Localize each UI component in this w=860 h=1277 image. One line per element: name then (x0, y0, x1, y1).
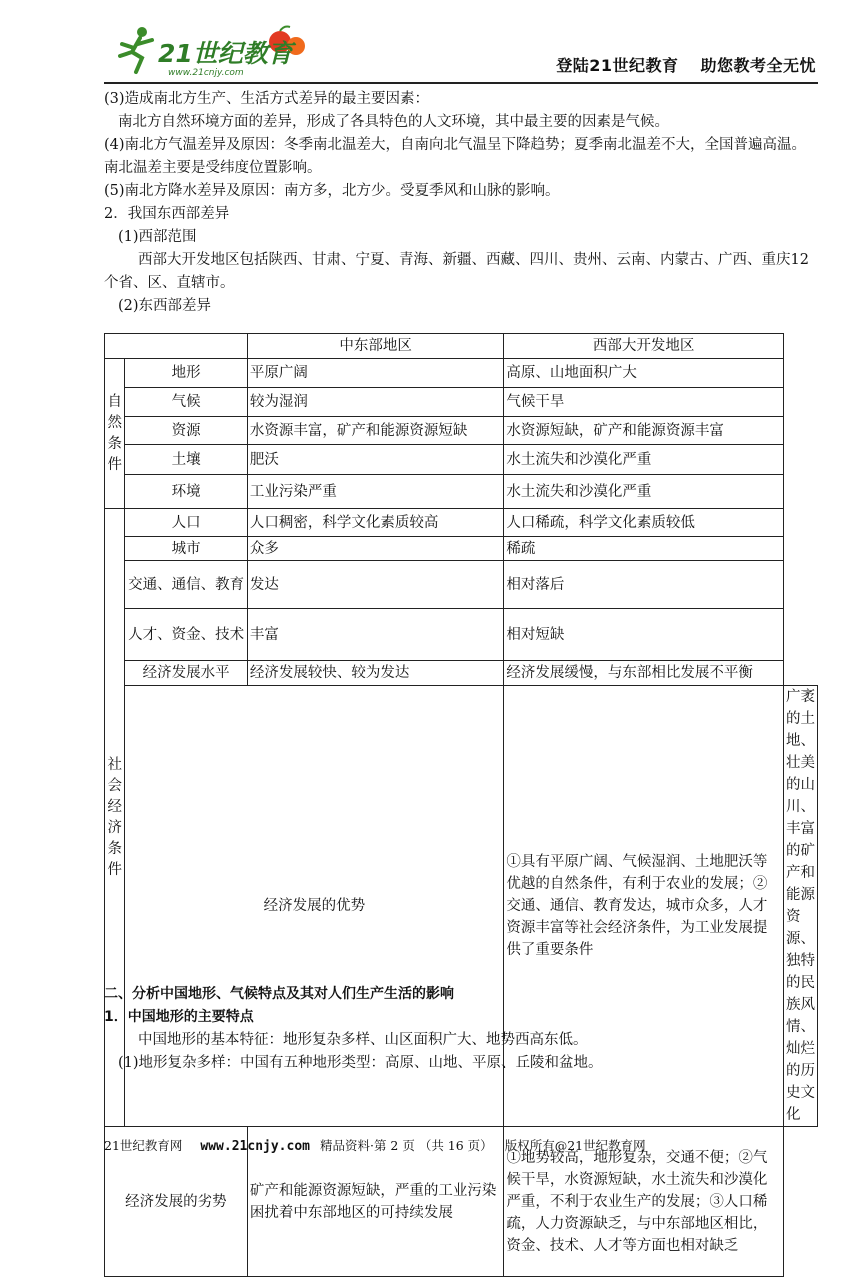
cell-east: 平原广阔 (247, 359, 503, 388)
row-label: 人才、资金、技术 (125, 609, 247, 661)
paragraph: (3)造成南北方生产、生活方式差异的最主要因素： (104, 91, 430, 107)
cell-west: 相对落后 (504, 561, 784, 609)
slogan-login: 登陆21世纪教育 (556, 56, 679, 75)
cell-east: 矿产和能源资源短缺，严重的工业污染困扰着中东部地区的可持续发展 (247, 1127, 503, 1277)
row-label: 土壤 (125, 445, 247, 475)
cell-east: 经济发展较快、较为发达 (247, 661, 503, 686)
row-label: 地形 (125, 359, 247, 388)
cell-east: 肥沃 (247, 445, 503, 475)
paragraph: (1)西部范围 (118, 229, 197, 245)
cell-east: 水资源丰富，矿产和能源资源短缺 (247, 417, 503, 445)
row-label: 经济发展水平 (125, 661, 247, 686)
cell-east: 丰富 (247, 609, 503, 661)
paragraph: (2)东西部差异 (118, 298, 212, 314)
paragraph: 西部大开发地区包括陕西、甘肃、宁夏、青海、新疆、西藏、四川、贵州、云南、内蒙古、广西、重庆12个省、区、直辖市。 (104, 252, 809, 291)
cell-west: 稀疏 (504, 537, 784, 561)
table-row (105, 445, 818, 475)
paragraph: (1)地形复杂多样：中国有五种地形类型：高原、山地、平原、丘陵和盆地。 (118, 1055, 603, 1071)
page-footer (104, 1136, 818, 1154)
paragraph: 南北方自然环境方面的差异，形成了各具特色的人文环境，其中最主要的因素是气候。 (118, 114, 669, 130)
paragraph: (4)南北方气温差异及原因：冬季南北温差大，自南向北气温呈下降趋势；夏季南北温差不大，全国普遍高温。南北温差主要是受纬度位置影响。 (104, 137, 807, 176)
table-row (105, 509, 818, 537)
row-label: 城市 (125, 537, 247, 561)
row-label: 气候 (125, 388, 247, 417)
footer-url: www.21cnjy.com (200, 1139, 310, 1154)
cell-west: 气候干旱 (504, 388, 784, 417)
body-text (104, 88, 818, 318)
cell-east: 发达 (247, 561, 503, 609)
table-row (105, 537, 818, 561)
header-slogan (534, 53, 816, 76)
table-row (105, 561, 818, 609)
group-natural-label: 自 然 条 件 (105, 359, 125, 509)
paragraph: (5)南北方降水差异及原因：南方多，北方少。受夏季风和山脉的影响。 (104, 183, 560, 199)
col-header-east: 中东部地区 (247, 334, 503, 359)
logo-url: www.21cnjy.com (168, 68, 244, 78)
table-corner (105, 334, 248, 359)
group-social-label: 社 会 经 济 条 件 (105, 509, 125, 1127)
cell-west: 广袤的土地、壮美的山川、丰富的矿产和能源资源、独特的民族风情、灿烂的历史文化 (784, 686, 818, 1127)
section-two (104, 983, 818, 1075)
cell-east: 工业污染严重 (247, 475, 503, 509)
cell-west: 人口稀疏，科学文化素质较低 (504, 509, 784, 537)
cell-east: 较为湿润 (247, 388, 503, 417)
cell-east: ①具有平原广阔、气候湿润、土地肥沃等优越的自然条件，有利于农业的发展；②交通、通信、教育发达，城市众多，人才资源丰富等社会经济条件，为工业发展提供了重要条件 (504, 686, 784, 1127)
footer-copyright: 版权所有@21世纪教育网 (504, 1138, 646, 1153)
table-row (105, 661, 818, 686)
logo (112, 22, 312, 80)
cell-west: 经济发展缓慢，与东部相比发展不平衡 (504, 661, 784, 686)
page-header (104, 22, 818, 84)
runner-icon (120, 27, 152, 72)
row-label: 人口 (125, 509, 247, 537)
table-row (105, 388, 818, 417)
table-row (105, 609, 818, 661)
col-header-west: 西部大开发地区 (504, 334, 784, 359)
logo-text: 21世纪教育 (158, 39, 293, 68)
cell-east: 众多 (247, 537, 503, 561)
cell-west: ①地势较高，地形复杂，交通不便；②气候干旱，水资源短缺，水土流失和沙漠化严重，不利于农业生产的发展；③人口稀疏，人力资源缺乏，与中东部地区相比，资金、技术、人才等方面也相对缺乏 (504, 1127, 784, 1277)
table-row (105, 417, 818, 445)
table-row (105, 475, 818, 509)
cell-west: 水资源短缺，矿产和能源资源丰富 (504, 417, 784, 445)
cell-west: 水土流失和沙漠化严重 (504, 445, 784, 475)
cell-east: 人口稠密，科学文化素质较高 (247, 509, 503, 537)
subsection-heading: 1．中国地形的主要特点 (104, 1009, 254, 1025)
row-label: 资源 (125, 417, 247, 445)
slogan-help: 助您教考全无忧 (700, 56, 816, 75)
cell-west: 高原、山地面积广大 (504, 359, 784, 388)
row-label: 交通、通信、教育 (125, 561, 247, 609)
section-heading: 二、分析中国地形、气候特点及其对人们生产生活的影响 (104, 986, 454, 1002)
paragraph: 中国地形的基本特征：地形复杂多样、山区面积广大、地势西高东低。 (138, 1032, 588, 1048)
paragraph: 2．我国东西部差异 (104, 206, 230, 222)
cell-west: 相对短缺 (504, 609, 784, 661)
footer-site: 21世纪教育网 (104, 1138, 183, 1153)
cell-west: 水土流失和沙漠化严重 (504, 475, 784, 509)
row-label: 环境 (125, 475, 247, 509)
table-row (105, 359, 818, 388)
row-label-disadvantage: 经济发展的劣势 (105, 1127, 248, 1277)
row-label-advantage: 经济发展的优势 (125, 686, 504, 1127)
footer-page: 精品资料·第 2 页 （共 16 页） (319, 1138, 493, 1153)
table-header-row (105, 334, 818, 359)
